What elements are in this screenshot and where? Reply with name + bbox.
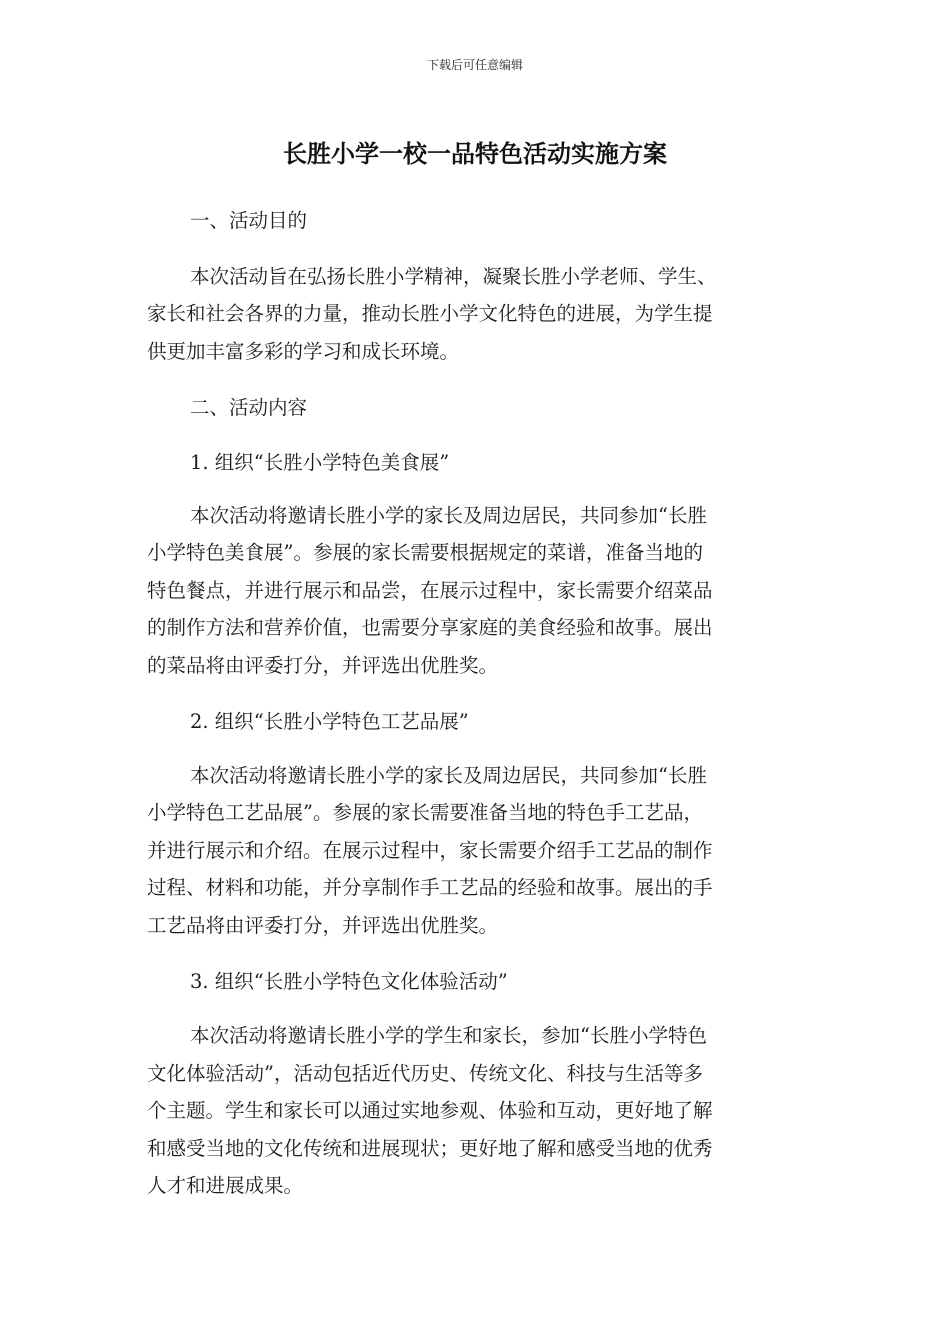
paragraph-line: 供更加丰富多彩的学习和成长环境。	[147, 340, 460, 363]
paragraph-line: 的制作方法和营养价值，也需要分享家庭的美食经验和故事。展出	[147, 616, 713, 639]
item-heading-culture-experience: 3. 组织“长胜小学特色文化体验活动”	[190, 970, 508, 993]
paragraph-line: 小学特色美食展”。参展的家长需要根据规定的菜谱，准备当地的	[147, 541, 703, 564]
paragraph-line: 特色餐点，并进行展示和品尝，在展示过程中，家长需要介绍菜品	[147, 579, 713, 602]
paragraph-line: 小学特色工艺品展”。参展的家长需要准备当地的特色手工艺品，	[147, 801, 703, 824]
paragraph-line: 家长和社会各界的力量，推动长胜小学文化特色的进展，为学生提	[147, 302, 713, 325]
paragraph-line: 本次活动将邀请长胜小学的家长及周边居民，共同参加“长胜	[190, 764, 707, 787]
paragraph-line: 的菜品将由评委打分，并评选出优胜奖。	[147, 654, 499, 677]
page-header-note: 下载后可任意编辑	[426, 58, 523, 72]
paragraph-line: 并进行展示和介绍。在展示过程中，家长需要介绍手工艺品的制作	[147, 839, 713, 862]
item-heading-food-fair: 1. 组织“长胜小学特色美食展”	[190, 451, 450, 474]
item-heading-crafts-fair: 2. 组织“长胜小学特色工艺品展”	[190, 710, 469, 733]
section-heading-content: 二、活动内容	[190, 396, 308, 419]
paragraph-line: 和感受当地的文化传统和进展现状；更好地了解和感受当地的优秀	[147, 1137, 713, 1160]
paragraph-line: 人才和进展成果。	[147, 1174, 304, 1197]
paragraph-line: 个主题。学生和家长可以通过实地参观、体验和互动，更好地了解	[147, 1099, 713, 1122]
paragraph-line: 本次活动将邀请长胜小学的学生和家长，参加“长胜小学特色	[190, 1024, 707, 1047]
paragraph-line: 过程、材料和功能，并分享制作手工艺品的经验和故事。展出的手	[147, 876, 713, 899]
section-heading-purpose: 一、活动目的	[190, 209, 308, 232]
paragraph-line: 工艺品将由评委打分，并评选出优胜奖。	[147, 914, 499, 937]
paragraph-line: 本次活动将邀请长胜小学的家长及周边居民，共同参加“长胜	[190, 504, 707, 527]
paragraph-line: 本次活动旨在弘扬长胜小学精神，凝聚长胜小学老师、学生、	[190, 265, 717, 288]
document-title: 长胜小学一校一品特色活动实施方案	[283, 140, 667, 168]
paragraph-line: 文化体验活动”，活动包括近代历史、传统文化、科技与生活等多	[147, 1062, 703, 1085]
